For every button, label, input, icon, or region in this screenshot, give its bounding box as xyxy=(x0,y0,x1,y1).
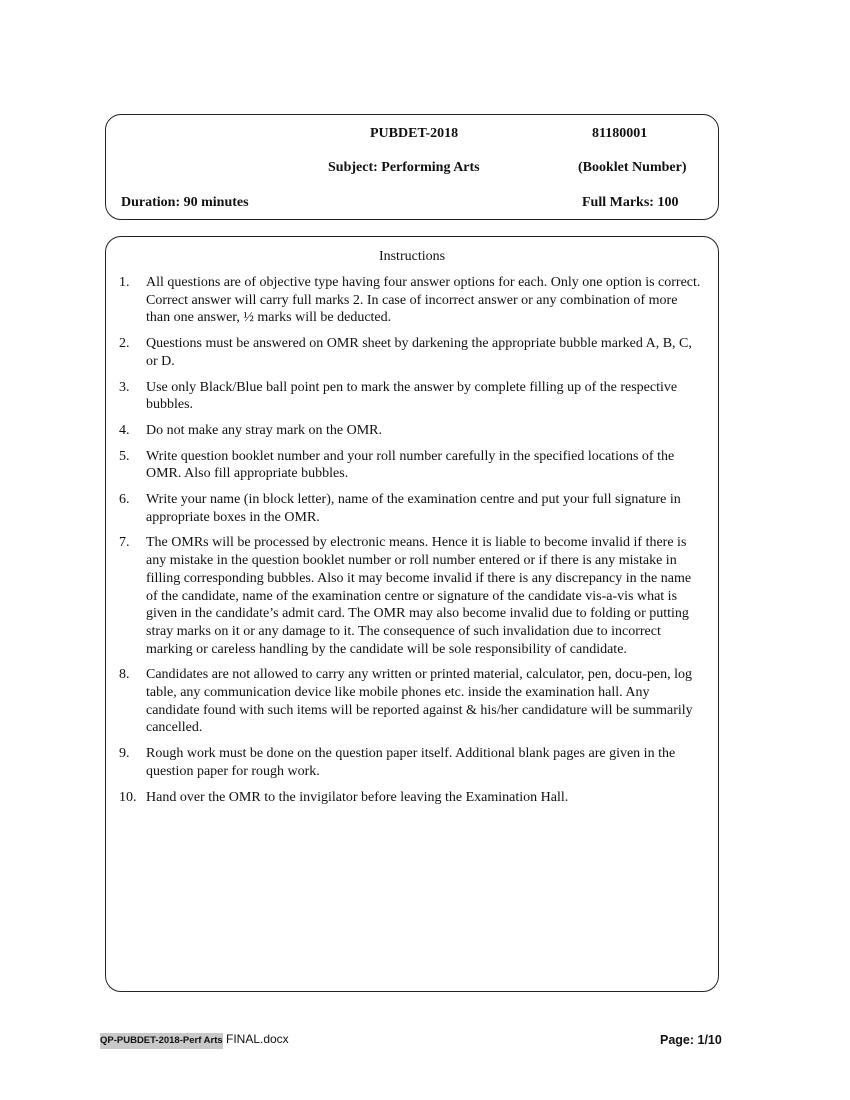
instruction-item xyxy=(119,534,702,658)
instruction-text: The OMRs will be processed by electronic means. Hence it is liable to become invalid if there is any mistake in the question booklet number or roll number entered or if there is any mistake in filling corresponding bubbles. Also it may become invalid if there is any discrepancy in the name of the candidate, name of the examination centre or signature of the candidate vis-a-vis what is given in the candidate’s admit card. The OMR may also become invalid due to folding or putting stray marks on it or any damage to it. The consequence of such invalidation due to incorrect marking or careless handling by the candidate will be sole responsibility of candidate. xyxy=(146,535,692,657)
instruction-item xyxy=(119,745,702,780)
instruction-text: Do not make any stray mark on the OMR. xyxy=(146,422,383,438)
instructions-box xyxy=(105,236,719,992)
instruction-text: Questions must be answered on OMR sheet by darkening the appropriate bubble marked A, B, C, or D. xyxy=(146,336,692,369)
duration: Duration: 90 minutes xyxy=(121,195,249,210)
instruction-text: All questions are of objective type having four answer options for each. Only one option is correct. Correct answer will carry full marks 2. In case of incorrect answer or any combination of more than one answer, ½ marks will be deducted. xyxy=(146,275,701,326)
instruction-item xyxy=(119,274,702,327)
instruction-item xyxy=(119,335,702,370)
exam-header-box xyxy=(105,114,719,220)
booklet-number-label: (Booklet Number) xyxy=(578,160,687,175)
instruction-text: Candidates are not allowed to carry any written or printed material, calculator, pen, docu-pen, log table, any communication device like mobile phones etc. inside the examination hall. Any candidate found with such items will be reported against & his/her candidature will be summarily cancelled. xyxy=(146,667,693,736)
instruction-text: Write question booklet number and your roll number carefully in the specified locations of the OMR. Also fill appropriate bubbles. xyxy=(146,448,675,482)
instruction-number: 10. xyxy=(119,789,137,805)
instruction-number: 2. xyxy=(119,336,130,352)
exam-code: PUBDET-2018 xyxy=(370,126,459,141)
instruction-text: Write your name (in block letter), name of the examination centre and put your full signature in appropriate boxes in the OMR. xyxy=(146,492,681,525)
instruction-number: 8. xyxy=(119,667,130,683)
subject: Subject: Performing Arts xyxy=(328,160,480,175)
instruction-number: 5. xyxy=(119,448,130,464)
instruction-item xyxy=(119,422,702,440)
footer-filename-rest: FINAL.docx xyxy=(222,1032,289,1046)
instructions-title: Instructions xyxy=(378,249,446,264)
instruction-number: 1. xyxy=(119,275,130,290)
instruction-item xyxy=(119,491,702,526)
instruction-text: Use only Black/Blue ball point pen to mark the answer by complete filling up of the respective bubbles. xyxy=(146,379,678,413)
instruction-number: 3. xyxy=(119,379,130,395)
instruction-number: 7. xyxy=(119,535,130,551)
instruction-item xyxy=(119,789,702,807)
instruction-number: 6. xyxy=(119,492,130,508)
instruction-number: 9. xyxy=(119,746,130,762)
instruction-text: Rough work must be done on the question paper itself. Additional blank pages are given in the question paper for rough work. xyxy=(146,746,676,779)
instruction-number: 4. xyxy=(119,422,130,438)
instruction-item xyxy=(119,448,702,483)
footer-filename-highlight: QP-PUBDET-2018-Perf Arts xyxy=(100,1033,223,1049)
instruction-item xyxy=(119,666,702,737)
instruction-text: Hand over the OMR to the invigilator before leaving the Examination Hall. xyxy=(146,789,569,805)
instruction-item xyxy=(119,379,702,414)
full-marks: Full Marks: 100 xyxy=(582,195,679,210)
footer-filename xyxy=(100,1032,289,1046)
page-number: Page: 1/10 xyxy=(660,1033,722,1047)
booklet-number: 81180001 xyxy=(592,126,648,141)
instructions-list xyxy=(119,274,702,814)
